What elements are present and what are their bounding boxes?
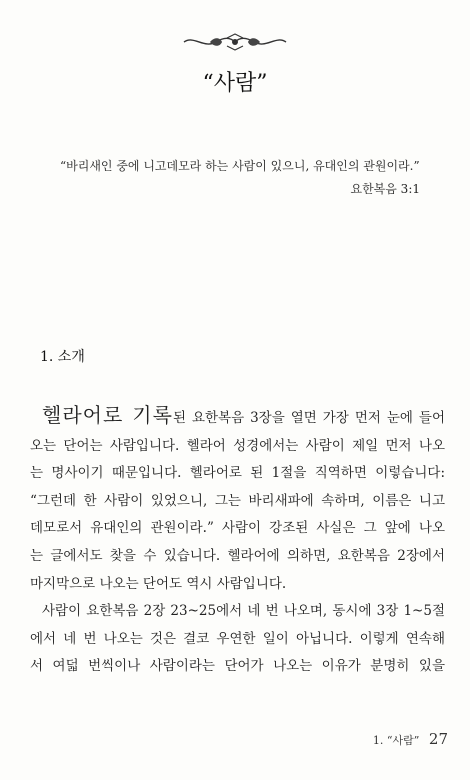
paragraph-line: 마지막으로 나오는 단어도 역시 사람입니다.	[30, 575, 287, 592]
paragraph-line: 데모로서 유대인의 관원이라.” 사람이 강조된 사실은 그 앞에 나오	[30, 520, 445, 537]
paragraph-line: 오는 단어는 사람입니다. 헬라어 성경에서는 사람이 제일 먼저 나오	[30, 437, 445, 454]
body-text	[30, 402, 445, 681]
page-title: “사람”	[202, 71, 268, 96]
epigraph	[60, 158, 420, 198]
paragraph-line: 서 여덟 번씩이나 사람이라는 단어가 나오는 이유가 분명히 있을	[30, 658, 445, 675]
paragraph-line	[30, 402, 445, 433]
section-heading: 1. 소개	[40, 349, 85, 365]
paragraph-line: 에서 네 번 나오는 것은 결코 우연한 일이 아닙니다. 이렇게 연속해	[30, 630, 445, 647]
paragraph-line: 는 명사이기 때문입니다. 헬라어로 된 1절을 직역하면 이렇습니다:	[30, 465, 445, 482]
paragraph-line: “그런데 한 사람이 있었으니, 그는 바리새파에 속하며, 이름은 니고	[30, 492, 445, 509]
running-chapter-label: 1. “사람”	[372, 734, 420, 747]
floral-flourish-icon	[180, 33, 290, 51]
page-footer	[373, 730, 448, 748]
lead-words: 헬라어로 기록	[42, 403, 173, 427]
page-number: 27	[428, 730, 448, 748]
epigraph-reference: 요한복음 3:1	[350, 182, 420, 196]
epigraph-quote: “바리새인 중에 니고데모라 하는 사람이 있으니, 유대인의 관원이라.”	[60, 159, 420, 173]
paragraph-line-text: 된 요한복음 3장을 열면 가장 먼저 눈에 들어	[172, 410, 445, 426]
paragraph-line: 는 글에서도 찾을 수 있습니다. 헬라어에 의하면, 요한복음 2장에서	[30, 547, 445, 564]
paragraph-line: 사람이 요한복음 2장 23~25에서 네 번 나오며, 동시에 3장 1~5절	[42, 603, 445, 620]
